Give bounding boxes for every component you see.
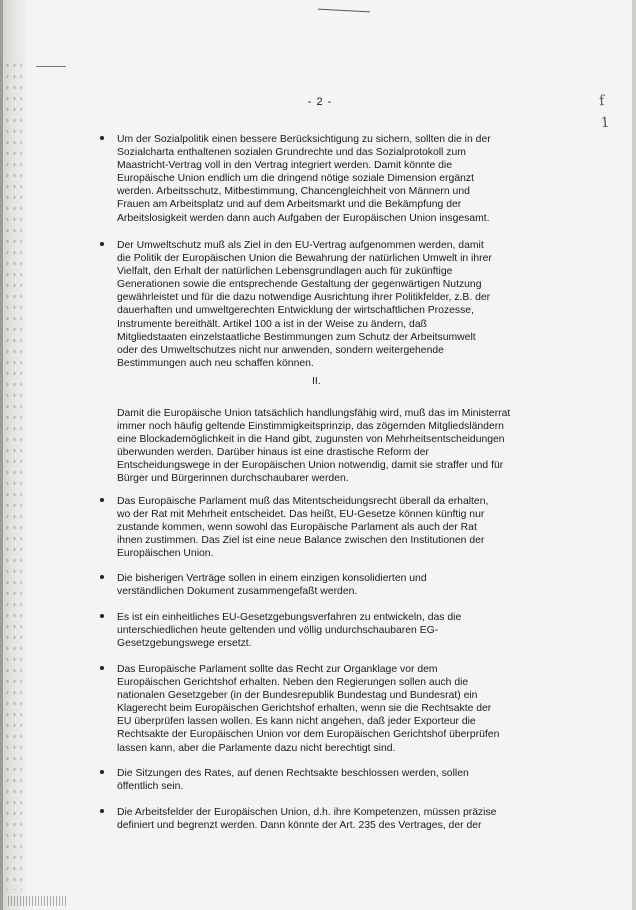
bullet-icon [100,770,104,774]
page-number: - 2 - [307,96,333,108]
scan-edge-right [632,0,636,910]
bullet-text: Es ist ein einheitliches EU-Gesetzgebungsverfahren zu entwickeln, das die unterschiedlichen heute geltenden und völlig undurchschaubaren EG- Gesetzgebungswege ersetzt. [117,612,462,650]
list-item [117,495,540,560]
bullet-text: Das Europäische Parlament muß das Mitentscheidungsrecht überall da erhalten, wo der Rat mit Mehrheit entscheidet. Das heißt, EU-Gesetze können künftig nur zustande kommen, wenn sowohl das Europäische Parlament als auch der Rat ihnen zustimmen. Das Ziel ist eine neue Balance zwischen den Institutionen der Europäischen Union. [117,496,489,560]
margin-marks: f 1 [598,92,611,132]
scan-edge-shadow [0,0,3,910]
bullet-text: Um der Sozialpolitik einen bessere Berücksichtigung zu sichern, sollten die in der Sozialcharta enthaltenen sozialen Grundrechte und das Sozialprotokoll zum Maastricht-Vertrag voll in den Vertrag integriert werden. Damit könnte die Europäische Union endlich um die dringend nötige soziale Dimension ergänzt werden. Arbeitsschutz, Mitbestimmung, Chancengleichheit von Männern und Frauen am Arbeitsplatz und auf dem Arbeitsmarkt und die Bekämpfung der Arbeitslosigkeit werden dann auch Aufgaben der Europäischen Union insgesamt. [117,134,491,224]
list-item [117,133,540,225]
list-item [117,611,540,650]
bullet-text: Der Umweltschutz muß als Ziel in den EU-Vertrag aufgenommen werden, damit die Politik der Europäischen Union die Bewahrung der natürlichen Umwelt in ihrer Vielfalt, den Erhalt der natürlichen Lebensgrundlagen auch für zukünftige Generationen sowie die entsprechende Gestaltung der gegenwärtigen Nutzung gewährleistet und für die dazu notwendige Ausrichtung ihrer Politikfelder, z.B. der dauerhaften und umweltgerechten Entwicklung der wirtschaftlichen Prozesse, Instrumente bereithält. Artikel 100 a ist in der Weise zu ändern, daß Mitgliedstaaten einzelstaatliche Bestimmungen zum Schutz der Arbeitsumwelt oder des Umweltschutzes nicht nur anwenden, sondern weitergehende Bestimmungen auch neu schaffen können. [117,240,492,369]
bullet-icon [100,809,104,813]
list-item [117,767,540,793]
bullet-text: Das Europäische Parlament sollte das Recht zur Organklage vor dem Europäischen Gerichtshof erhalten. Neben den Regierungen sollen auch die nationalen Gesetzgeber (in der Bundesrepublik Bundestag und Bundesrat) ein Klagerecht beim Europäischen Gerichtshof erhalten, wenn sie die Rechtsakte der EU überprüfen lassen wollen. Es kann nicht angehen, daß jeder Exporteur die Rechtsakte der Europäischen Union vor dem Europäischen Gerichtshof überprüfen lassen kann, aber die Parlamente dazu nicht berechtigt sind. [117,664,500,754]
section-intro: Damit die Europäische Union tatsächlich handlungsfähig wird, muß das im Ministerrat immer noch häufig geltende Einstimmigkeitsprinzip, das zögernden Mitgliedsländern eine Blockademöglichkeit in die Hand gibt, zugunsten von Mehrheitsentscheidungen überwunden werden. Darüber hinaus ist eine drastische Reform der Entscheidungswege in der Europäischen Union notwendig, damit sie straffer und für Bürger und Bürgerinnen durchschaubarer werden. [117,408,511,485]
bullet-icon [100,575,104,579]
bullet-icon [100,666,104,670]
section-heading: II. [312,375,321,387]
list-item [117,663,540,755]
bullet-icon [100,498,104,502]
scan-artifact-line [36,66,66,67]
list-item [117,806,540,832]
bullet-icon [100,136,104,140]
list-item [117,239,540,370]
scan-artifact-bar [8,896,68,906]
bullet-icon [100,242,104,246]
bullet-text: Die Arbeitsfelder der Europäischen Union, d.h. ihre Kompetenzen, müssen präzise definiert und begrenzt werden. Dann könnte der Art. 235 des Vertrages, der der [117,807,497,832]
bullet-icon [100,614,104,618]
bullet-text: Die bisherigen Verträge sollen in einem einzigen konsolidierten und verständlichen Dokument zusammengefaßt werden. [117,573,427,598]
list-item [117,572,540,598]
scan-speckle [4,60,22,890]
scan-artifact-line [318,9,370,13]
bullet-text: Die Sitzungen des Rates, auf denen Rechtsakte beschlossen werden, sollen öffentlich sein. [117,768,469,793]
